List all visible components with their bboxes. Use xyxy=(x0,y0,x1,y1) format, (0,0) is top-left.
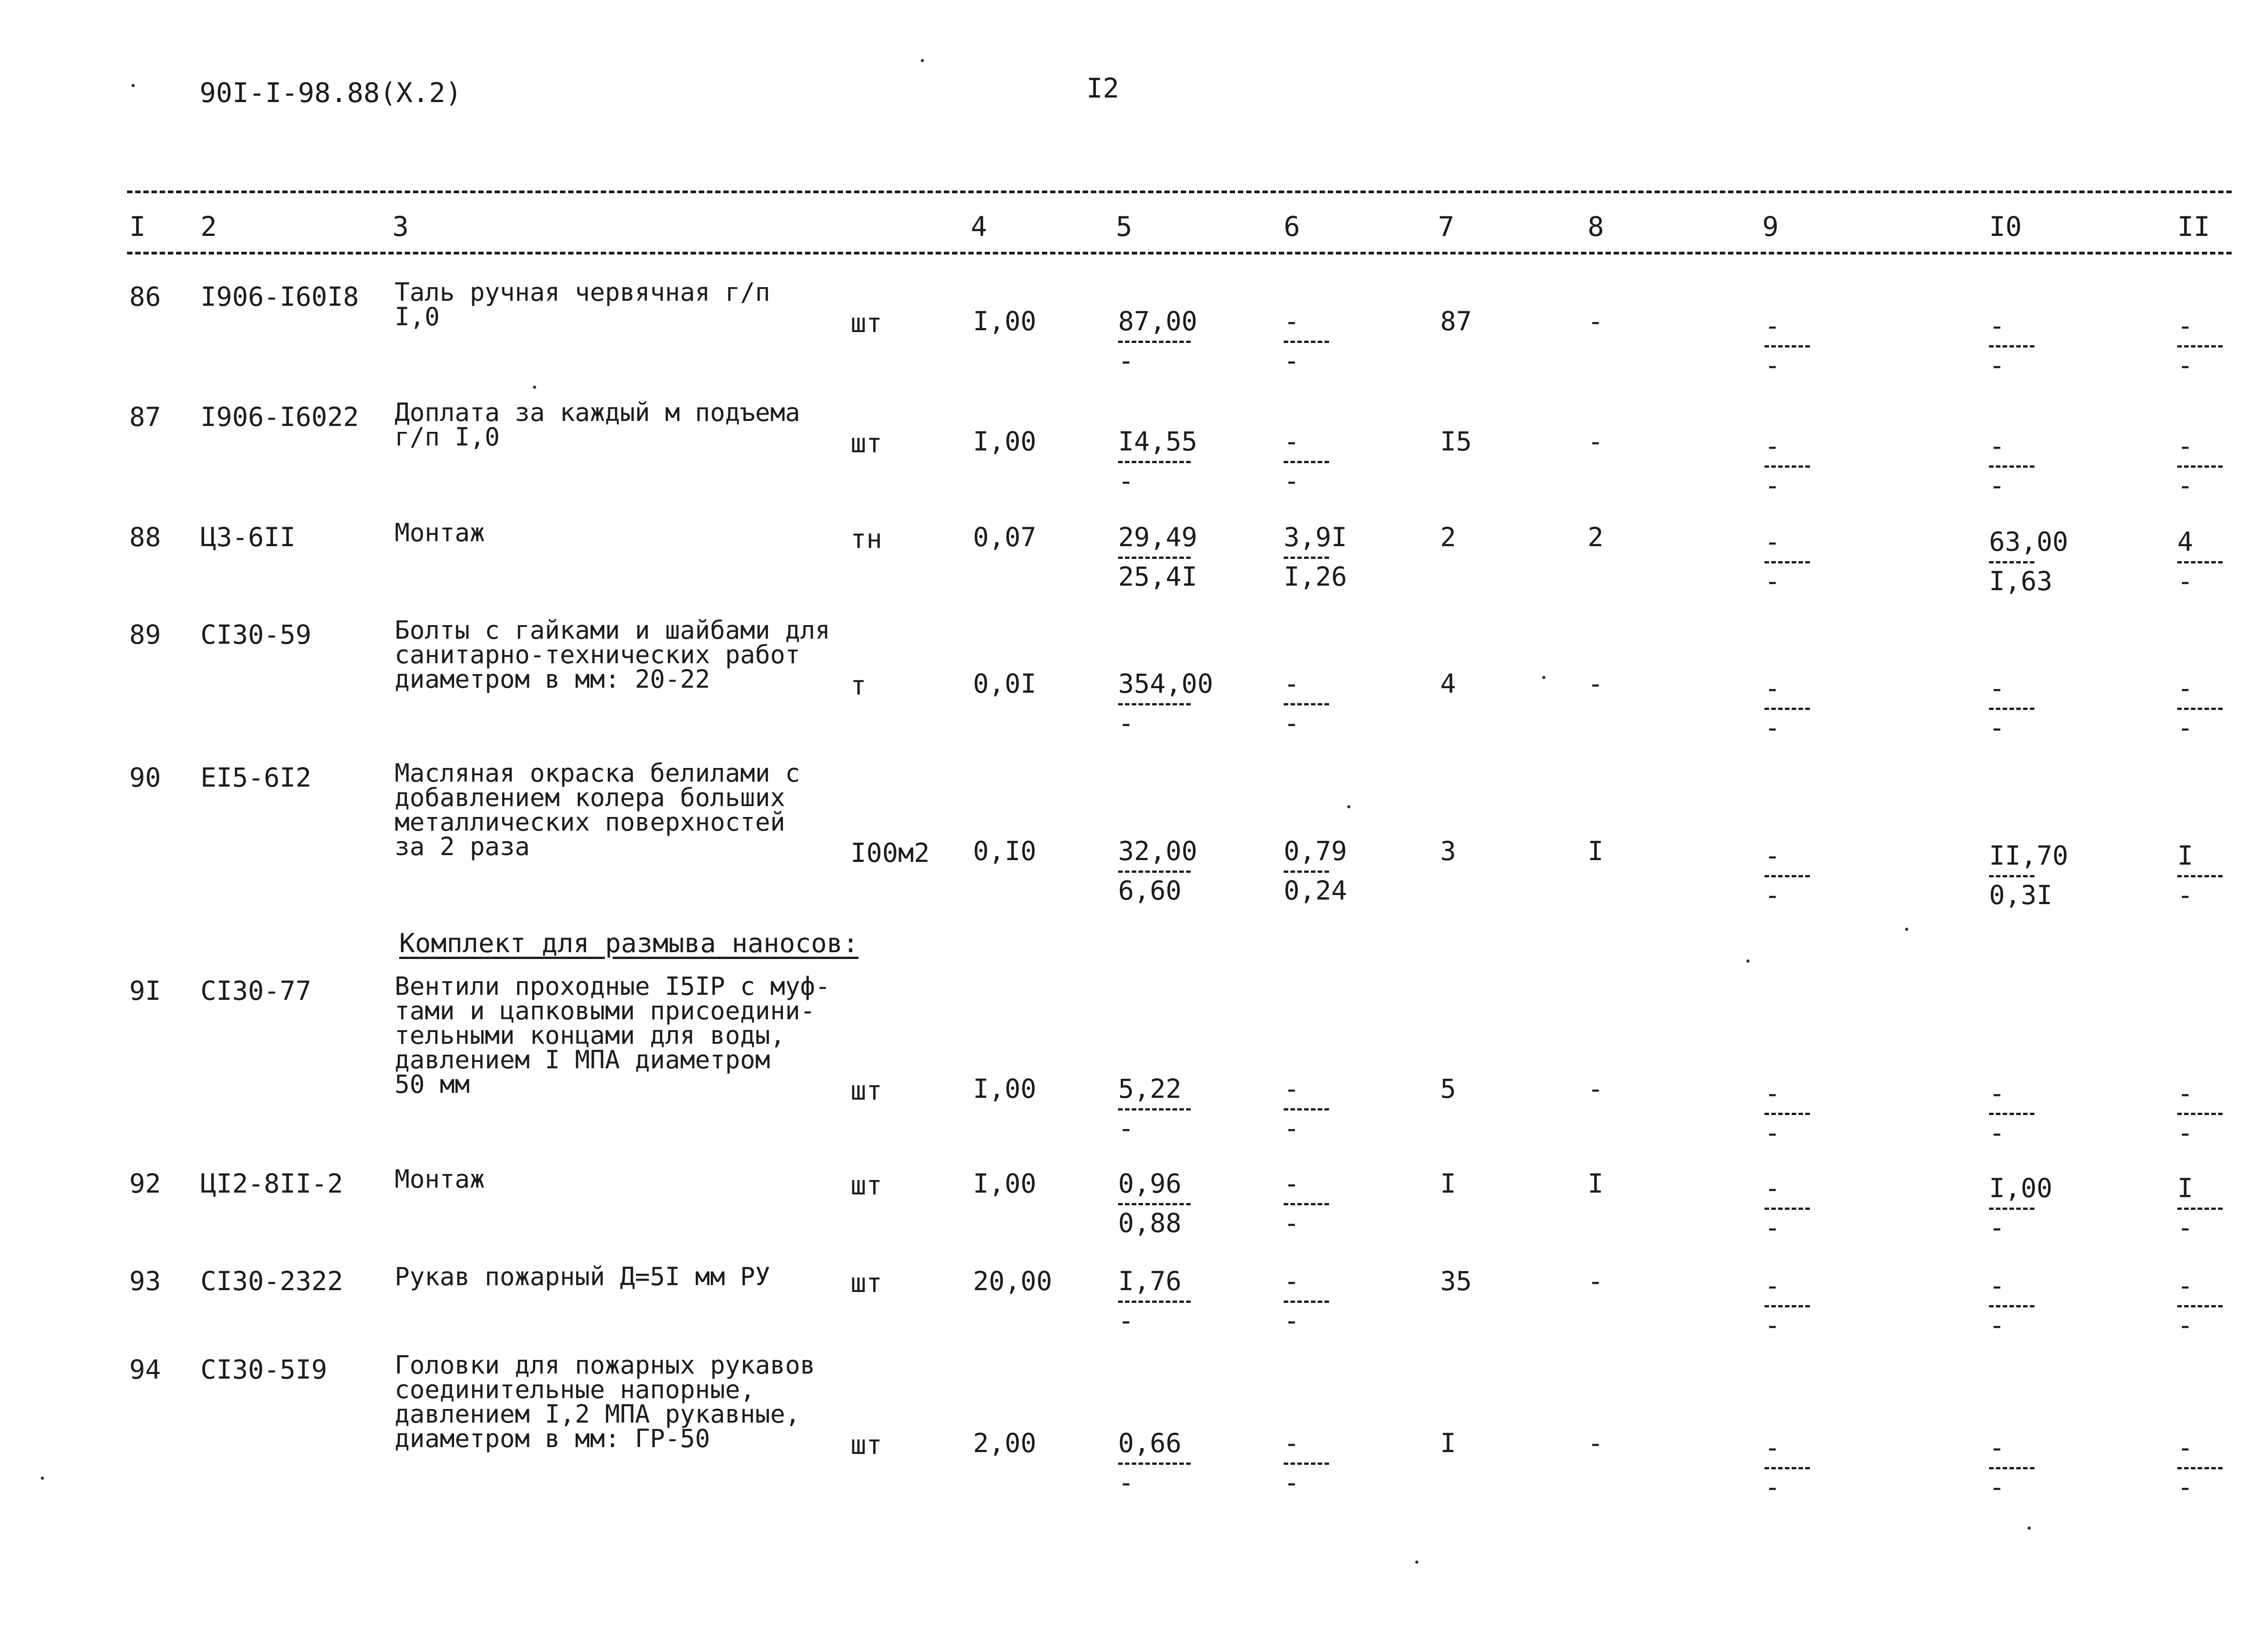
col-9-value xyxy=(1765,842,1864,908)
col-5-value-numerator: 0,96 xyxy=(1118,1168,1182,1199)
unit-of-measure: шт xyxy=(850,428,882,459)
col-9-value-numerator: - xyxy=(1765,431,1780,461)
scan-speck xyxy=(1347,805,1350,808)
quantity: 20,00 xyxy=(973,1266,1052,1296)
col-10-value-denominator: 0,3I xyxy=(1989,880,2053,910)
description-line: давлением I,2 МПА рукавные, xyxy=(395,1399,801,1429)
col-10-value-denominator: - xyxy=(1989,1117,2005,1148)
col-5-value-denominator: - xyxy=(1118,345,1134,376)
col-9-value-fraction-bar xyxy=(1765,465,1810,468)
col-10-value xyxy=(1989,675,2089,741)
col-10-value-numerator: - xyxy=(1989,1270,2005,1301)
price-code: СI30-59 xyxy=(200,619,312,650)
col-9-value-numerator: - xyxy=(1765,1270,1780,1301)
col-5-value xyxy=(1118,524,1218,590)
col-10-value xyxy=(1989,310,2089,381)
scan-speck xyxy=(921,59,924,62)
col-11-value-denominator: - xyxy=(2177,1212,2193,1243)
col-5-value-numerator: 354,00 xyxy=(1118,668,1213,699)
col-header-9: 9 xyxy=(1762,211,1779,243)
col-10-value-fraction-bar xyxy=(1989,708,2034,710)
item-description xyxy=(395,520,485,545)
col-11-value-fraction-bar xyxy=(2177,345,2223,347)
col-6-value-fraction-bar xyxy=(1284,557,1329,559)
col-10-value-numerator: II,70 xyxy=(1989,840,2068,871)
quantity: I,00 xyxy=(973,1168,1036,1199)
col-10-value-denominator: - xyxy=(1989,1310,2005,1340)
col-6-value-denominator: - xyxy=(1284,1208,1300,1238)
col-5-value-denominator: 6,60 xyxy=(1118,875,1182,906)
col-11-value-denominator: - xyxy=(2177,880,2193,910)
col-10-value-fraction-bar xyxy=(1989,465,2034,468)
col-9-value-denominator: - xyxy=(1765,1310,1780,1340)
document-code: 90I-I-98.88(X.2) xyxy=(200,77,462,109)
col-10-value-denominator: - xyxy=(1989,1472,2005,1502)
col-5-value xyxy=(1118,1268,1218,1334)
col-header-7: 7 xyxy=(1438,211,1455,243)
col-6-value-numerator: - xyxy=(1284,1073,1300,1104)
col-9-value-numerator: - xyxy=(1765,310,1780,341)
col-9-value-denominator: - xyxy=(1765,712,1780,743)
col-7-value: 35 xyxy=(1440,1266,1472,1296)
description-line: I,0 xyxy=(395,302,440,331)
col-11-value-denominator: - xyxy=(2177,470,2193,501)
col-10-value-denominator: - xyxy=(1989,712,2005,743)
col-7-value: 87 xyxy=(1440,306,1472,337)
page-number: I2 xyxy=(1086,73,1119,104)
description-line: г/п I,0 xyxy=(395,422,500,451)
col-8-value: I xyxy=(1588,836,1603,866)
col-6-value-numerator: - xyxy=(1284,1266,1300,1296)
item-description xyxy=(395,758,801,861)
col-6-value xyxy=(1284,524,1383,590)
col-5-value xyxy=(1118,1073,1218,1144)
price-code: I906-I6022 xyxy=(200,401,359,432)
col-10-value xyxy=(1989,1080,2089,1146)
col-6-value-numerator: 3,9I xyxy=(1284,522,1347,553)
col-7-value: 2 xyxy=(1440,522,1456,553)
col-6-value xyxy=(1284,668,1383,739)
col-6-value-denominator: I,26 xyxy=(1284,561,1347,592)
col-11-value-fraction-bar xyxy=(2177,875,2223,877)
price-code: Ц3-6II xyxy=(200,522,296,553)
col-5-value xyxy=(1118,308,1218,374)
col-6-value xyxy=(1284,1268,1383,1334)
col-10-value xyxy=(1989,526,2089,597)
col-7-value: I xyxy=(1440,1168,1456,1199)
col-11-value-numerator: - xyxy=(2177,1270,2193,1301)
col-9-value xyxy=(1765,1272,1864,1338)
col-10-value-denominator: - xyxy=(1989,350,2005,381)
col-10-value-numerator: - xyxy=(1989,1078,2005,1109)
col-9-value-denominator: - xyxy=(1765,566,1780,597)
row-number: 93 xyxy=(129,1266,161,1296)
col-7-value: I5 xyxy=(1440,426,1472,457)
col-6-value xyxy=(1284,1170,1383,1236)
col-5-value-fraction-bar xyxy=(1118,1301,1191,1303)
col-8-value: - xyxy=(1588,426,1603,457)
quantity: 0,0I xyxy=(973,668,1036,699)
description-line: Вентили проходные I5IР с муф- xyxy=(395,972,831,1001)
row-number: 87 xyxy=(129,401,161,432)
description-line: Головки для пожарных рукавов xyxy=(395,1350,816,1380)
quantity: 0,I0 xyxy=(973,836,1036,866)
col-10-value-fraction-bar xyxy=(1989,1113,2034,1115)
col-5-value-fraction-bar xyxy=(1118,703,1191,705)
description-line: 50 мм xyxy=(395,1070,470,1099)
col-11-value xyxy=(2177,433,2268,499)
col-5-value-denominator: - xyxy=(1118,708,1134,739)
col-10-value-fraction-bar xyxy=(1989,1208,2034,1210)
quantity: I,00 xyxy=(973,306,1036,337)
scan-speck xyxy=(2028,1526,2031,1530)
unit-of-measure: шт xyxy=(850,1075,882,1106)
col-11-value-denominator: - xyxy=(2177,712,2193,743)
col-11-value-fraction-bar xyxy=(2177,708,2223,710)
col-10-value-numerator: I,00 xyxy=(1989,1173,2053,1203)
col-6-value-fraction-bar xyxy=(1284,871,1329,873)
col-5-value-fraction-bar xyxy=(1118,557,1191,559)
price-code: СI30-77 xyxy=(200,975,312,1006)
col-6-value-fraction-bar xyxy=(1284,703,1329,705)
col-9-value-denominator: - xyxy=(1765,1212,1780,1243)
col-6-value-denominator: - xyxy=(1284,708,1300,739)
scan-speck xyxy=(1905,928,1908,931)
col-header-1: I xyxy=(129,211,146,243)
row-number: 86 xyxy=(129,281,161,312)
col-11-value-numerator: - xyxy=(2177,431,2193,461)
col-5-value-numerator: 5,22 xyxy=(1118,1073,1182,1104)
quantity: 0,07 xyxy=(973,522,1036,553)
unit-of-measure: шт xyxy=(850,1429,882,1460)
col-11-value-denominator: - xyxy=(2177,1310,2193,1340)
col-8-value: - xyxy=(1588,668,1603,699)
col-11-value-denominator: - xyxy=(2177,1472,2193,1502)
col-6-value-fraction-bar xyxy=(1284,1203,1329,1205)
col-5-value xyxy=(1118,428,1218,494)
row-number: 92 xyxy=(129,1168,161,1199)
col-6-value xyxy=(1284,838,1383,904)
scan-speck xyxy=(41,1477,44,1480)
col-6-value-numerator: 0,79 xyxy=(1284,836,1347,866)
scan-speck xyxy=(1542,676,1545,679)
description-line: добавлением колера больших xyxy=(395,783,785,812)
col-8-value: - xyxy=(1588,1266,1603,1296)
col-6-value-fraction-bar xyxy=(1284,461,1329,463)
scan-speck xyxy=(1746,959,1750,963)
col-9-value xyxy=(1765,433,1864,499)
col-10-value-fraction-bar xyxy=(1989,1305,2034,1307)
col-5-value-numerator: I,76 xyxy=(1118,1266,1182,1296)
quantity: 2,00 xyxy=(973,1428,1036,1458)
col-11-value-numerator: - xyxy=(2177,1432,2193,1463)
col-8-value: - xyxy=(1588,1073,1603,1104)
col-10-value xyxy=(1989,1175,2089,1241)
row-number: 90 xyxy=(129,762,161,793)
description-line: металлических поверхностей xyxy=(395,807,785,837)
col-11-value xyxy=(2177,1272,2268,1338)
col-10-value-numerator: - xyxy=(1989,431,2005,461)
description-line: Монтаж xyxy=(395,1164,485,1194)
col-9-value xyxy=(1765,1434,1864,1500)
price-code: СI30-5I9 xyxy=(200,1354,327,1385)
col-9-value-fraction-bar xyxy=(1765,345,1810,347)
col-9-value-denominator: - xyxy=(1765,880,1780,910)
scan-speck xyxy=(132,84,135,87)
col-6-value-denominator: - xyxy=(1284,1305,1300,1336)
col-5-value-fraction-bar xyxy=(1118,1463,1191,1465)
item-description xyxy=(395,1164,485,1194)
col-9-value-numerator: - xyxy=(1765,840,1780,871)
col-11-value xyxy=(2177,675,2268,741)
col-header-6: 6 xyxy=(1284,211,1300,243)
col-11-value-fraction-bar xyxy=(2177,1305,2223,1307)
col-11-value-fraction-bar xyxy=(2177,1467,2223,1469)
col-9-value-denominator: - xyxy=(1765,470,1780,501)
col-11-value-fraction-bar xyxy=(2177,1208,2223,1210)
col-10-value-denominator: - xyxy=(1989,1212,2005,1243)
item-description xyxy=(395,1264,770,1289)
col-11-value xyxy=(2177,842,2268,908)
col-10-value xyxy=(1989,433,2089,499)
col-9-value-fraction-bar xyxy=(1765,1467,1810,1469)
item-description xyxy=(395,616,831,694)
col-11-value xyxy=(2177,1080,2268,1146)
col-9-value-numerator: - xyxy=(1765,1078,1780,1109)
description-line: санитарно-технических работ xyxy=(395,640,801,669)
col-11-value xyxy=(2177,1175,2268,1241)
col-11-value xyxy=(2177,1434,2268,1500)
col-5-value-fraction-bar xyxy=(1118,1203,1191,1205)
description-line: Рукав пожарный Д=5I мм РУ xyxy=(395,1262,770,1291)
col-header-5: 5 xyxy=(1116,211,1133,243)
col-9-value xyxy=(1765,675,1864,741)
col-6-value xyxy=(1284,1430,1383,1496)
quantity: I,00 xyxy=(973,1073,1036,1104)
row-number: 89 xyxy=(129,619,161,650)
col-11-value-numerator: - xyxy=(2177,310,2193,341)
col-8-value: 2 xyxy=(1588,522,1603,553)
col-6-value-numerator: - xyxy=(1284,1168,1300,1199)
unit-of-measure: шт xyxy=(850,1170,882,1201)
col-10-value-numerator: 63,00 xyxy=(1989,526,2068,557)
col-7-value: 5 xyxy=(1440,1073,1456,1104)
col-6-value-denominator: - xyxy=(1284,1113,1300,1144)
col-9-value xyxy=(1765,1175,1864,1241)
col-9-value xyxy=(1765,526,1864,597)
unit-of-measure: шт xyxy=(850,308,882,338)
col-10-value xyxy=(1989,1434,2089,1500)
col-6-value-numerator: - xyxy=(1284,668,1300,699)
col-9-value-numerator: - xyxy=(1765,526,1780,557)
col-5-value-denominator: 0,88 xyxy=(1118,1208,1182,1238)
col-11-value-denominator: - xyxy=(2177,566,2193,597)
col-9-value-denominator: - xyxy=(1765,1117,1780,1148)
scan-speck xyxy=(1415,1561,1418,1564)
description-line: Масляная окраска белилами с xyxy=(395,758,801,788)
col-11-value-numerator: - xyxy=(2177,1078,2193,1109)
col-11-value-numerator: I xyxy=(2177,1173,2193,1203)
col-5-value-numerator: 29,49 xyxy=(1118,522,1198,553)
col-6-value-denominator: 0,24 xyxy=(1284,875,1347,906)
col-10-value-numerator: - xyxy=(1989,1432,2005,1463)
col-header-8: 8 xyxy=(1588,211,1604,243)
col-5-value-denominator: - xyxy=(1118,1467,1134,1498)
description-line: давлением I МПА диаметром xyxy=(395,1045,770,1074)
col-6-value xyxy=(1284,308,1383,374)
item-description xyxy=(395,280,770,329)
col-header-11: II xyxy=(2177,211,2210,243)
unit-of-measure: т xyxy=(850,670,866,701)
description-line: тельными концами для воды, xyxy=(395,1021,785,1050)
row-number: 9I xyxy=(129,975,161,1006)
col-8-value: I xyxy=(1588,1168,1603,1199)
col-10-value-fraction-bar xyxy=(1989,345,2034,347)
col-5-value-denominator: - xyxy=(1118,1113,1134,1144)
description-line: диаметром в мм: ГР-50 xyxy=(395,1424,710,1453)
col-7-value: I xyxy=(1440,1428,1456,1458)
col-10-value xyxy=(1989,1272,2089,1338)
item-description xyxy=(395,1350,816,1453)
table-header-rule xyxy=(127,252,2232,254)
col-5-value-numerator: 87,00 xyxy=(1118,306,1198,337)
col-6-value-numerator: - xyxy=(1284,1428,1300,1458)
col-5-value xyxy=(1118,668,1218,739)
col-header-10: I0 xyxy=(1989,211,2022,243)
price-code: ЕI5-6I2 xyxy=(200,762,312,793)
col-9-value-fraction-bar xyxy=(1765,708,1810,710)
col-5-value-numerator: 32,00 xyxy=(1118,836,1198,866)
col-7-value: 3 xyxy=(1440,836,1456,866)
col-11-value xyxy=(2177,526,2268,597)
col-9-value-numerator: - xyxy=(1765,1432,1780,1463)
col-11-value-denominator: - xyxy=(2177,1117,2193,1148)
col-10-value-fraction-bar xyxy=(1989,561,2034,563)
col-5-value-fraction-bar xyxy=(1118,871,1191,873)
col-6-value-fraction-bar xyxy=(1284,341,1329,343)
col-11-value-numerator: 4 xyxy=(2177,526,2193,557)
price-code: СI30-2322 xyxy=(200,1266,343,1296)
col-11-value-fraction-bar xyxy=(2177,561,2223,563)
row-number: 88 xyxy=(129,522,161,553)
col-5-value-numerator: I4,55 xyxy=(1118,426,1198,457)
col-5-value xyxy=(1118,838,1218,904)
col-7-value: 4 xyxy=(1440,668,1456,699)
section-heading: Комплект для размыва наносов: xyxy=(399,928,859,959)
col-6-value-fraction-bar xyxy=(1284,1108,1329,1111)
col-5-value-fraction-bar xyxy=(1118,1108,1191,1111)
col-9-value-numerator: - xyxy=(1765,1173,1780,1203)
col-9-value-fraction-bar xyxy=(1765,1208,1810,1210)
description-line: за 2 раза xyxy=(395,832,530,861)
col-10-value-denominator: - xyxy=(1989,470,2005,501)
col-11-value-denominator: - xyxy=(2177,350,2193,381)
col-11-value xyxy=(2177,310,2268,381)
col-9-value xyxy=(1765,310,1864,381)
col-6-value-denominator: - xyxy=(1284,465,1300,496)
col-11-value-numerator: - xyxy=(2177,673,2193,704)
scan-speck xyxy=(533,386,536,389)
col-8-value: - xyxy=(1588,1428,1603,1458)
col-9-value-fraction-bar xyxy=(1765,875,1810,877)
unit-of-measure: шт xyxy=(850,1267,882,1298)
col-9-value-fraction-bar xyxy=(1765,1305,1810,1307)
description-line: Таль ручная червячная г/п xyxy=(395,278,770,307)
col-header-4: 4 xyxy=(971,211,987,243)
description-line: Болты с гайками и шайбами для xyxy=(395,616,831,645)
col-11-value-fraction-bar xyxy=(2177,465,2223,468)
col-6-value xyxy=(1284,428,1383,494)
col-9-value-denominator: - xyxy=(1765,1472,1780,1502)
col-6-value-denominator: - xyxy=(1284,1467,1300,1498)
col-6-value-numerator: - xyxy=(1284,306,1300,337)
col-11-value-numerator: I xyxy=(2177,840,2193,871)
col-5-value-denominator: 25,4I xyxy=(1118,561,1198,592)
col-5-value-denominator: - xyxy=(1118,465,1134,496)
quantity: I,00 xyxy=(973,426,1036,457)
col-6-value-fraction-bar xyxy=(1284,1463,1329,1465)
description-line: Монтаж xyxy=(395,518,485,547)
description-line: Доплата за каждый м подъема xyxy=(395,398,801,427)
row-number: 94 xyxy=(129,1354,161,1385)
unit-of-measure: тн xyxy=(850,523,882,554)
col-9-value xyxy=(1765,1080,1864,1146)
unit-of-measure: I00м2 xyxy=(850,837,930,868)
col-10-value-numerator: - xyxy=(1989,310,2005,341)
col-9-value-fraction-bar xyxy=(1765,561,1810,563)
col-5-value-denominator: - xyxy=(1118,1305,1134,1336)
col-11-value-fraction-bar xyxy=(2177,1113,2223,1115)
col-6-value-denominator: - xyxy=(1284,345,1300,376)
col-9-value-fraction-bar xyxy=(1765,1113,1810,1115)
col-10-value-denominator: I,63 xyxy=(1989,566,2053,597)
description-line: диаметром в мм: 20-22 xyxy=(395,665,710,694)
description-line: соединительные напорные, xyxy=(395,1375,755,1404)
col-header-2: 2 xyxy=(200,211,217,243)
col-6-value xyxy=(1284,1073,1383,1144)
col-10-value-fraction-bar xyxy=(1989,1467,2034,1469)
description-line: тами и цапковыми присоедини- xyxy=(395,996,816,1025)
col-10-value-fraction-bar xyxy=(1989,875,2034,877)
col-6-value-numerator: - xyxy=(1284,426,1300,457)
item-description xyxy=(395,400,800,449)
price-code: I906-I60I8 xyxy=(200,281,359,312)
col-header-3: 3 xyxy=(392,211,409,243)
col-5-value-fraction-bar xyxy=(1118,461,1191,463)
col-9-value-numerator: - xyxy=(1765,673,1780,704)
col-9-value-denominator: - xyxy=(1765,350,1780,381)
table-top-rule xyxy=(127,191,2232,193)
col-5-value-numerator: 0,66 xyxy=(1118,1428,1182,1458)
col-5-value-fraction-bar xyxy=(1118,341,1191,343)
item-description xyxy=(395,972,831,1099)
col-5-value xyxy=(1118,1170,1218,1236)
col-5-value xyxy=(1118,1430,1218,1496)
col-6-value-fraction-bar xyxy=(1284,1301,1329,1303)
col-10-value-numerator: - xyxy=(1989,673,2005,704)
col-8-value: - xyxy=(1588,306,1603,337)
col-10-value xyxy=(1989,842,2089,908)
price-code: ЦI2-8II-2 xyxy=(200,1168,343,1199)
